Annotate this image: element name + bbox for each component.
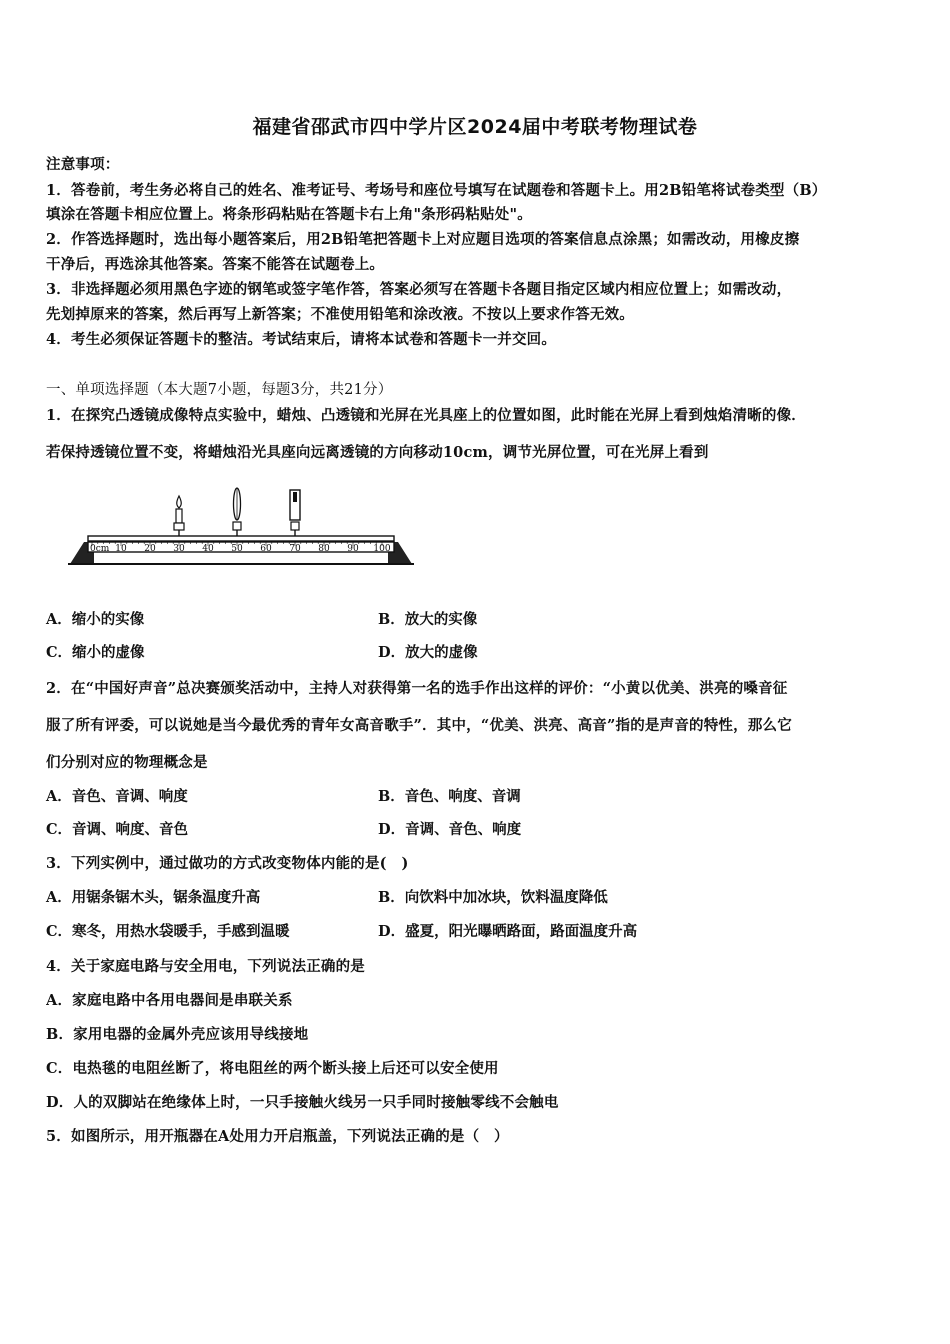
question-3-option-d: D．盛夏，阳光曝晒路面，路面温度升高 xyxy=(378,923,638,940)
scale-label: 30 xyxy=(173,544,185,554)
scale-label: 60 xyxy=(260,544,272,554)
scale-label: 50 xyxy=(231,544,243,554)
question-2-stem: 2．在“中国好声音”总决赛颁奖活动中，主持人对获得第一名的选手作出这样的评价：“小黄以优美、洪亮的嗓音征 xyxy=(46,680,788,697)
question-2-stem: 们分别对应的物理概念是 xyxy=(46,754,208,771)
optical-bench-figure xyxy=(66,482,416,574)
scale-label: 70 xyxy=(289,544,301,554)
scale-label: 0cm xyxy=(90,544,110,554)
section-heading: 一、单项选择题（本大题7小题，每题3分，共21分） xyxy=(46,382,393,398)
notice-heading: 注意事项： xyxy=(46,156,120,173)
light-screen-icon xyxy=(290,490,300,536)
notice-line: 1．答卷前，考生务必将自己的姓名、准考证号、考场号和座位号填写在试题卷和答题卡上。用2B铅笔将试卷类型（B） xyxy=(46,182,827,199)
notice-line: 2．作答选择题时，选出每小题答案后，用2B铅笔把答题卡上对应题目选项的答案信息点涂黑；如需改动，用橡皮擦 xyxy=(46,231,800,248)
question-3-option-c: C．寒冬，用热水袋暖手，手感到温暖 xyxy=(46,923,290,940)
question-1-option-a: A．缩小的实像 xyxy=(46,611,145,628)
scale-label: 10 xyxy=(115,544,127,554)
notice-line: 干净后，再选涂其他答案。答案不能答在试题卷上。 xyxy=(46,256,385,273)
question-1-option-b: B．放大的实像 xyxy=(378,611,478,628)
question-4-option-a: A．家庭电路中各用电器间是串联关系 xyxy=(46,992,293,1009)
scale-label: 40 xyxy=(202,544,214,554)
bench-rail xyxy=(88,536,394,541)
question-2-stem: 服了所有评委，可以说她是当今最优秀的青年女高音歌手”．其中，“优美、洪亮、高音”指的是声音的特性，那么它 xyxy=(46,717,792,734)
notice-line: 4．考生必须保证答题卡的整洁。考试结束后，请将本试卷和答题卡一并交回。 xyxy=(46,331,557,348)
scale-label: 80 xyxy=(318,544,330,554)
question-2-option-c: C．音调、响度、音色 xyxy=(46,821,189,838)
question-2-option-a: A．音色、音调、响度 xyxy=(46,788,188,805)
question-3-stem: 3．下列实例中，通过做功的方式改变物体内能的是( ) xyxy=(46,855,409,872)
question-1-stem: 若保持透镜位置不变，将蜡烛沿光具座向远离透镜的方向移动10cm，调节光屏位置，可在光屏上看到 xyxy=(46,444,709,461)
question-4-stem: 4．关于家庭电路与安全用电，下列说法正确的是 xyxy=(46,958,365,975)
question-5-stem: 5．如图所示，用开瓶器在A处用力开启瓶盖，下列说法正确的是（ ） xyxy=(46,1128,509,1145)
question-1-option-c: C．缩小的虚像 xyxy=(46,644,145,661)
question-4-option-b: B．家用电器的金属外壳应该用导线接地 xyxy=(46,1026,309,1043)
notice-line: 填涂在答题卡相应位置上。将条形码粘贴在答题卡右上角"条形码粘贴处"。 xyxy=(46,206,532,223)
candle-icon xyxy=(174,496,184,536)
question-1-stem: 1．在探究凸透镜成像特点实验中，蜡烛、凸透镜和光屏在光具座上的位置如图，此时能在光屏上看到烛焰清晰的像． xyxy=(46,407,806,424)
question-3-option-b: B．向饮料中加冰块，饮料温度降低 xyxy=(378,889,608,906)
convex-lens-icon xyxy=(233,488,241,536)
question-2-option-b: B．音色、响度、音调 xyxy=(378,788,521,805)
question-3-option-a: A．用锯条锯木头，锯条温度升高 xyxy=(46,889,261,906)
question-4-option-d: D．人的双脚站在绝缘体上时，一只手接触火线另一只手同时接触零线不会触电 xyxy=(46,1094,559,1111)
question-1-option-d: D．放大的虚像 xyxy=(378,644,478,661)
scale-label: 20 xyxy=(144,544,156,554)
page-title: 福建省邵武市四中学片区2024届中考联考物理试卷 xyxy=(252,116,698,138)
notice-line: 先划掉原来的答案，然后再写上新答案；不准使用铅笔和涂改液。不按以上要求作答无效。 xyxy=(46,306,634,323)
question-2-option-d: D．音调、音色、响度 xyxy=(378,821,522,838)
question-4-option-c: C．电热毯的电阻丝断了，将电阻丝的两个断头接上后还可以安全使用 xyxy=(46,1060,499,1077)
notice-line: 3．非选择题必须用黑色字迹的钢笔或签字笔作答，答案必须写在答题卡各题目指定区域内相应位置上；如需改动， xyxy=(46,281,792,298)
scale-label: 90 xyxy=(347,544,359,554)
scale-label: 100 xyxy=(373,544,391,554)
